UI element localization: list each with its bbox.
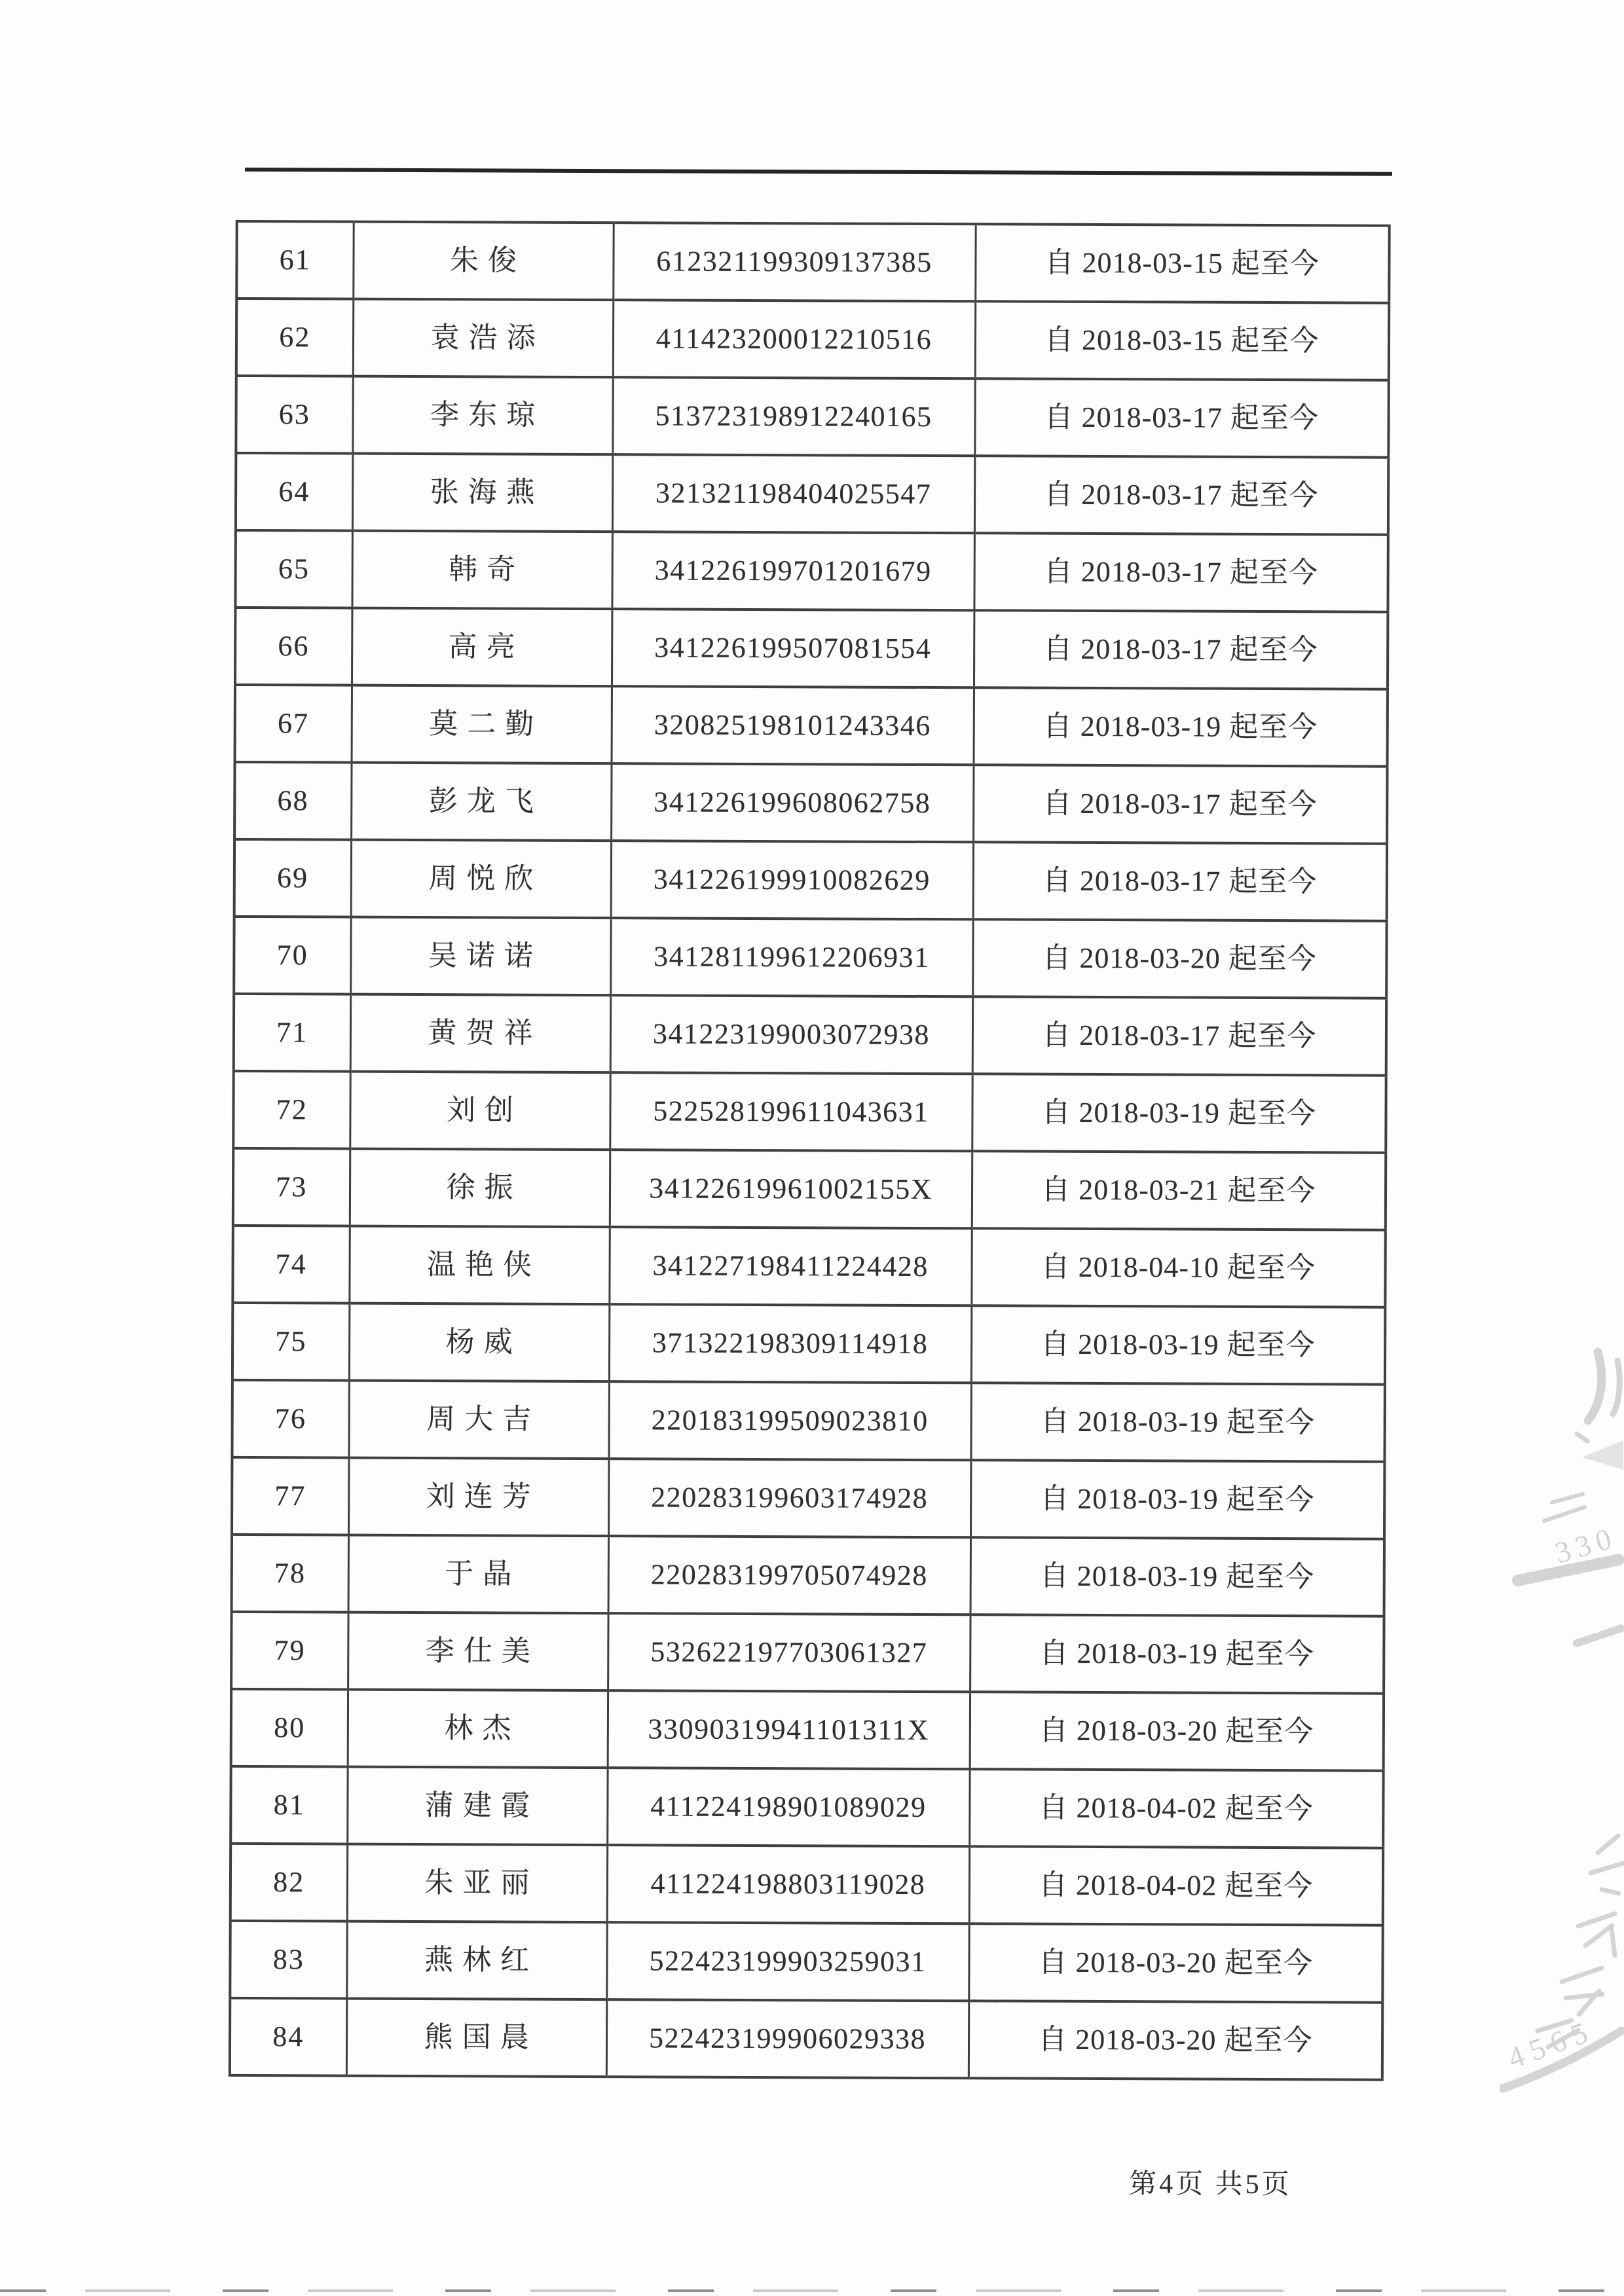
- row-number-cell: 84: [230, 1998, 346, 2076]
- table-row: [231, 1766, 1383, 1848]
- period-cell: 自 2018-03-17 起至今: [972, 996, 1386, 1075]
- table-row: [231, 1844, 1383, 1925]
- stamp-stroke: [1544, 1494, 1585, 1521]
- page-footer: [1129, 2169, 1292, 2200]
- name-cell: 张海燕: [352, 454, 612, 532]
- period-cell: 自 2018-03-17 起至今: [974, 456, 1388, 534]
- period-cell: 自 2018-03-19 起至今: [972, 1074, 1386, 1152]
- period-cell: 自 2018-03-20 起至今: [970, 1692, 1384, 1770]
- table-row: [232, 1535, 1384, 1616]
- id-number-cell: 341227198411224428: [609, 1227, 971, 1305]
- table-row: [230, 1998, 1382, 2080]
- table-row: [236, 221, 1389, 303]
- stamp-glyph-strokes: [1562, 1968, 1602, 2014]
- id-number-cell: 532622197703061327: [608, 1613, 970, 1692]
- period-cell: 自 2018-03-19 起至今: [970, 1614, 1384, 1693]
- row-number-cell: 73: [233, 1148, 350, 1226]
- row-number-cell: 70: [234, 917, 350, 994]
- name-cell: 莫二勤: [352, 685, 612, 764]
- name-cell: 韩奇: [352, 531, 612, 610]
- name-cell: 徐振: [350, 1149, 610, 1228]
- row-number-cell: 77: [232, 1457, 348, 1535]
- name-cell: 朱俊: [353, 222, 613, 301]
- id-number-cell: 513723198912240165: [612, 377, 974, 456]
- stamp-mark: [1577, 1434, 1587, 1441]
- id-number-cell: 341223199003072938: [610, 995, 972, 1074]
- id-number-cell: 341226199507081554: [612, 609, 974, 687]
- stamp-triangle: [1582, 1440, 1623, 1470]
- stamp-fragment: [1500, 1336, 1624, 2108]
- id-number-cell: 522423199906029338: [606, 1999, 969, 2078]
- table-row: [234, 994, 1386, 1076]
- name-cell: 蒲建霞: [347, 1767, 607, 1846]
- table-row: [234, 762, 1387, 844]
- row-number-cell: 78: [232, 1535, 348, 1613]
- table-row: [233, 1148, 1386, 1230]
- row-number-cell: 62: [236, 299, 353, 376]
- row-number-cell: 76: [232, 1380, 348, 1458]
- row-number-cell: 71: [234, 994, 350, 1072]
- row-number-cell: 69: [234, 839, 351, 917]
- name-cell: 袁浩添: [353, 299, 613, 378]
- row-number-cell: 68: [234, 762, 351, 840]
- name-cell: 温艳侠: [349, 1226, 609, 1305]
- stamp-curve-fragment: [1613, 1360, 1619, 1414]
- stamp-digits-lower: 4565: [1503, 2013, 1599, 2075]
- row-number-cell: 81: [231, 1766, 347, 1844]
- name-cell: 吴诺诺: [350, 917, 610, 996]
- period-cell: 自 2018-03-17 起至今: [974, 610, 1388, 689]
- table-row: [235, 685, 1388, 767]
- name-cell: 周大吉: [348, 1381, 608, 1459]
- table-row: [236, 453, 1388, 535]
- table-row: [235, 530, 1388, 612]
- stamp-curve-fragment: [1588, 1352, 1602, 1421]
- name-cell: 杨威: [349, 1303, 609, 1382]
- name-cell: 林杰: [348, 1690, 608, 1768]
- period-cell: 自 2018-03-19 起至今: [970, 1460, 1384, 1539]
- period-cell: 自 2018-03-17 起至今: [973, 842, 1387, 920]
- period-cell: 自 2018-03-19 起至今: [970, 1383, 1384, 1461]
- id-number-cell: 220283199603174928: [608, 1459, 970, 1537]
- page-indicator: 第4页 共5页: [1129, 2169, 1292, 2200]
- period-cell: 自 2018-03-20 起至今: [972, 919, 1386, 998]
- period-cell: 自 2018-03-17 起至今: [974, 378, 1388, 457]
- id-number-cell: 220283199705074928: [608, 1536, 970, 1614]
- table-row: [236, 299, 1389, 380]
- table-row: [232, 1226, 1385, 1307]
- table-row: [234, 917, 1386, 998]
- id-number-cell: 411423200012210516: [613, 300, 975, 378]
- stamp-hatch-fragment: [1577, 1628, 1623, 1643]
- id-number-cell: 34122619961002155X: [610, 1150, 972, 1228]
- row-number-cell: 82: [231, 1844, 347, 1922]
- name-cell: 熊国晨: [346, 1999, 606, 2077]
- row-number-cell: 72: [233, 1071, 350, 1149]
- stamp-glyph-strokes: [1591, 1836, 1623, 1893]
- row-number-cell: 67: [235, 685, 352, 763]
- name-cell: 李东琼: [352, 376, 612, 455]
- id-number-cell: 220183199509023810: [608, 1381, 970, 1460]
- period-cell: 自 2018-03-17 起至今: [974, 533, 1388, 611]
- id-number-cell: 321321198404025547: [612, 454, 974, 533]
- name-cell: 刘创: [350, 1072, 610, 1150]
- id-number-cell: 371322198309114918: [609, 1304, 971, 1383]
- stamp-digits-upper: 330: [1551, 1520, 1621, 1570]
- period-cell: 自 2018-03-19 起至今: [970, 1537, 1384, 1616]
- row-number-cell: 74: [232, 1226, 349, 1303]
- row-number-cell: 83: [230, 1921, 346, 1999]
- table-row: [230, 1921, 1382, 2003]
- table-row: [234, 839, 1387, 921]
- id-number-cell: 341226199701201679: [612, 532, 974, 610]
- id-number-cell: 33090319941101311X: [608, 1690, 970, 1769]
- id-number-cell: 341226199608062758: [611, 763, 973, 842]
- table-row: [235, 608, 1388, 689]
- table-row: [232, 1457, 1384, 1539]
- period-cell: 自 2018-04-02 起至今: [969, 1846, 1383, 1925]
- name-cell: 李仕美: [348, 1613, 608, 1691]
- row-number-cell: 64: [236, 453, 352, 531]
- id-number-cell: 522528199611043631: [610, 1072, 972, 1151]
- id-number-cell: 411224198901089029: [607, 1768, 969, 1846]
- table-row: [231, 1612, 1384, 1694]
- name-cell: 朱亚丽: [347, 1844, 607, 1923]
- period-cell: 自 2018-03-17 起至今: [973, 765, 1387, 843]
- period-cell: 自 2018-04-02 起至今: [969, 1769, 1383, 1848]
- row-number-cell: 65: [235, 530, 352, 608]
- period-cell: 自 2018-03-15 起至今: [975, 301, 1389, 380]
- roster-table: [229, 220, 1391, 2081]
- name-cell: 于晶: [348, 1535, 608, 1614]
- id-number-cell: 522423199903259031: [606, 1922, 969, 2001]
- table-row: [231, 1689, 1384, 1771]
- row-number-cell: 61: [236, 221, 353, 299]
- period-cell: 自 2018-03-20 起至今: [969, 2001, 1382, 2079]
- scan-edge-artifact: [0, 2289, 1624, 2292]
- row-number-cell: 80: [231, 1689, 348, 1767]
- id-number-cell: 341281199612206931: [610, 918, 972, 996]
- id-number-cell: 320825198101243346: [612, 686, 974, 765]
- stamp-glyph-strokes: [1578, 1914, 1615, 1956]
- name-cell: 高亮: [352, 608, 612, 687]
- name-cell: 黄贺祥: [350, 994, 610, 1073]
- row-number-cell: 66: [235, 608, 352, 685]
- period-cell: 自 2018-04-10 起至今: [971, 1228, 1385, 1307]
- row-number-cell: 63: [236, 376, 352, 454]
- header-rule: [245, 168, 1392, 176]
- table-row: [236, 376, 1388, 458]
- table-row: [233, 1071, 1386, 1153]
- id-number-cell: 341226199910082629: [611, 841, 973, 919]
- roster-table-body: [230, 221, 1390, 2080]
- id-number-cell: 411224198803119028: [607, 1845, 969, 1923]
- period-cell: 自 2018-03-19 起至今: [974, 687, 1388, 766]
- name-cell: 周悦欣: [351, 840, 611, 919]
- row-number-cell: 75: [232, 1303, 349, 1381]
- table-row: [232, 1303, 1385, 1385]
- row-number-cell: 79: [231, 1612, 348, 1690]
- table-row: [232, 1380, 1384, 1462]
- period-cell: 自 2018-03-20 起至今: [969, 1923, 1382, 2002]
- period-cell: 自 2018-03-21 起至今: [972, 1151, 1386, 1230]
- name-cell: 刘连芳: [348, 1458, 608, 1537]
- period-cell: 自 2018-03-15 起至今: [975, 224, 1389, 302]
- name-cell: 燕林红: [346, 1922, 606, 2000]
- period-cell: 自 2018-03-19 起至今: [971, 1305, 1385, 1384]
- name-cell: 彭龙飞: [351, 763, 611, 841]
- id-number-cell: 612321199309137385: [613, 223, 975, 301]
